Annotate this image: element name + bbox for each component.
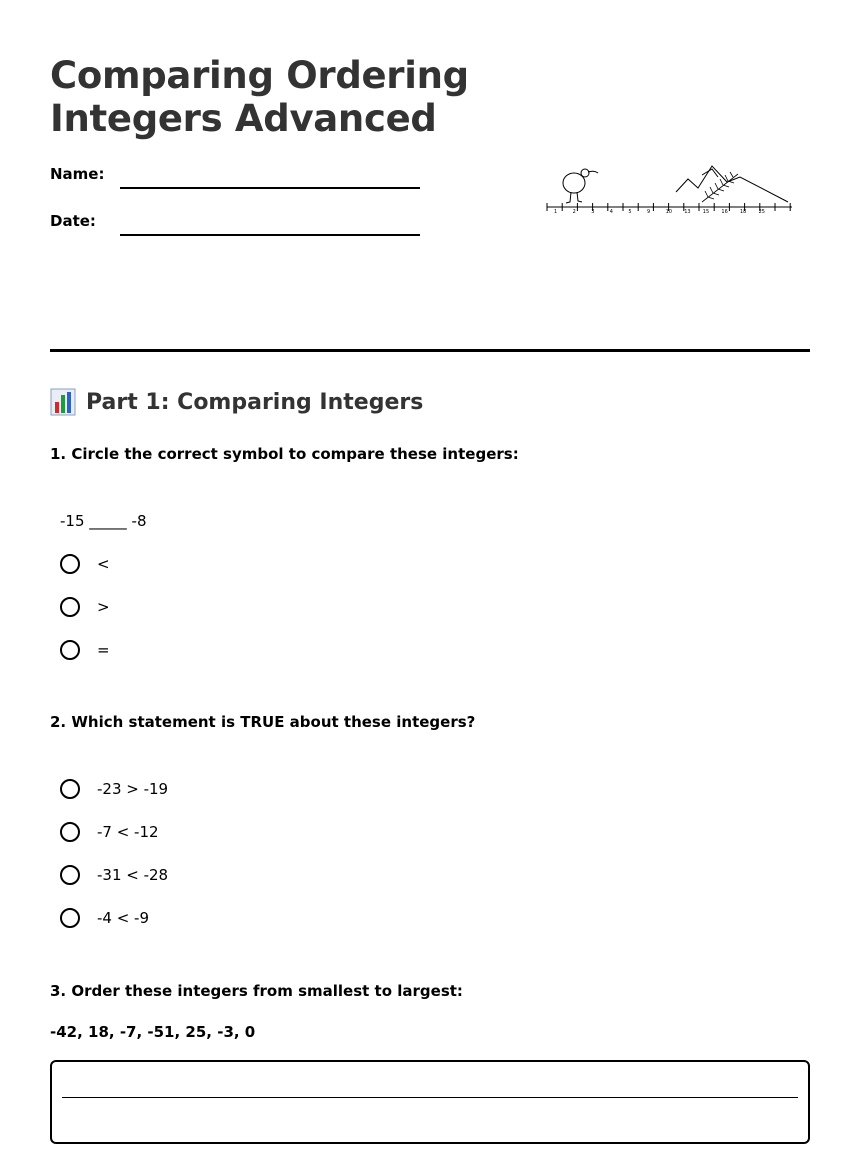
fern-leaf-icon [702,172,738,202]
radio-circle[interactable] [60,865,80,885]
number-line-tick-label: 2 [572,209,576,215]
number-line-tick-label: 10 [665,209,672,215]
radio-circle[interactable] [60,597,80,617]
radio-circle[interactable] [60,822,80,842]
answer-line[interactable] [62,1097,798,1098]
number-line-tick-label: 25 [758,209,765,215]
question-1-prompt: 1. Circle the correct symbol to compare these integers: [50,445,519,463]
radio-circle[interactable] [60,779,80,799]
title-line-2: Integers Advanced [50,97,437,140]
q1-option-less-than[interactable] [60,554,110,574]
option-label: -7 < -12 [97,823,159,841]
number-line-tick-label: 3 [591,209,595,215]
question-2-prompt: 2. Which statement is TRUE about these integers? [50,713,476,731]
number-line-tick-label: 13 [684,209,691,215]
number-line-tick-label: 1 [554,209,558,215]
section-divider [50,349,810,352]
number-line-tick-label: 5 [628,209,632,215]
option-label: < [97,555,110,573]
number-line-tick-label: 4 [609,209,613,215]
radio-circle[interactable] [60,554,80,574]
bar-chart-icon [50,388,76,416]
option-label: -4 < -9 [97,909,150,927]
part1-heading-text: Part 1: Comparing Integers [86,389,424,415]
name-label: Name: [50,165,105,183]
q2-option-a[interactable] [60,779,168,799]
kiwi-bird-icon [563,169,598,203]
part1-heading [50,388,423,416]
date-label: Date: [50,212,96,230]
question-3-prompt: 3. Order these integers from smallest to largest: [50,982,463,1000]
worksheet-title [50,54,469,140]
kiwi-number-line-illustration [540,155,800,235]
radio-circle[interactable] [60,908,80,928]
name-field [50,165,104,183]
title-line-1: Comparing Ordering [50,54,469,97]
answer-box[interactable] [50,1060,810,1144]
number-line-labels [554,209,765,215]
option-label: -23 > -19 [97,780,169,798]
question-1-expression: -15 _____ -8 [60,512,147,530]
q1-option-equal[interactable] [60,640,110,660]
number-line-tick-label: 15 [702,209,710,215]
date-field [50,212,96,230]
number-line-tick-label: 18 [740,209,747,215]
q2-option-b[interactable] [60,822,159,842]
name-line[interactable] [120,187,420,189]
option-label: = [97,641,110,659]
option-label: -31 < -28 [97,866,169,884]
q2-option-d[interactable] [60,908,149,928]
number-line-tick-label: 9 [647,209,651,215]
q1-option-greater-than[interactable] [60,597,110,617]
number-line-tick-label: 16 [721,209,728,215]
date-line[interactable] [120,234,420,236]
question-3-sequence: -42, 18, -7, -51, 25, -3, 0 [50,1023,256,1041]
q2-option-c[interactable] [60,865,168,885]
mountains-icon [676,166,788,202]
option-label: > [97,598,110,616]
radio-circle[interactable] [60,640,80,660]
